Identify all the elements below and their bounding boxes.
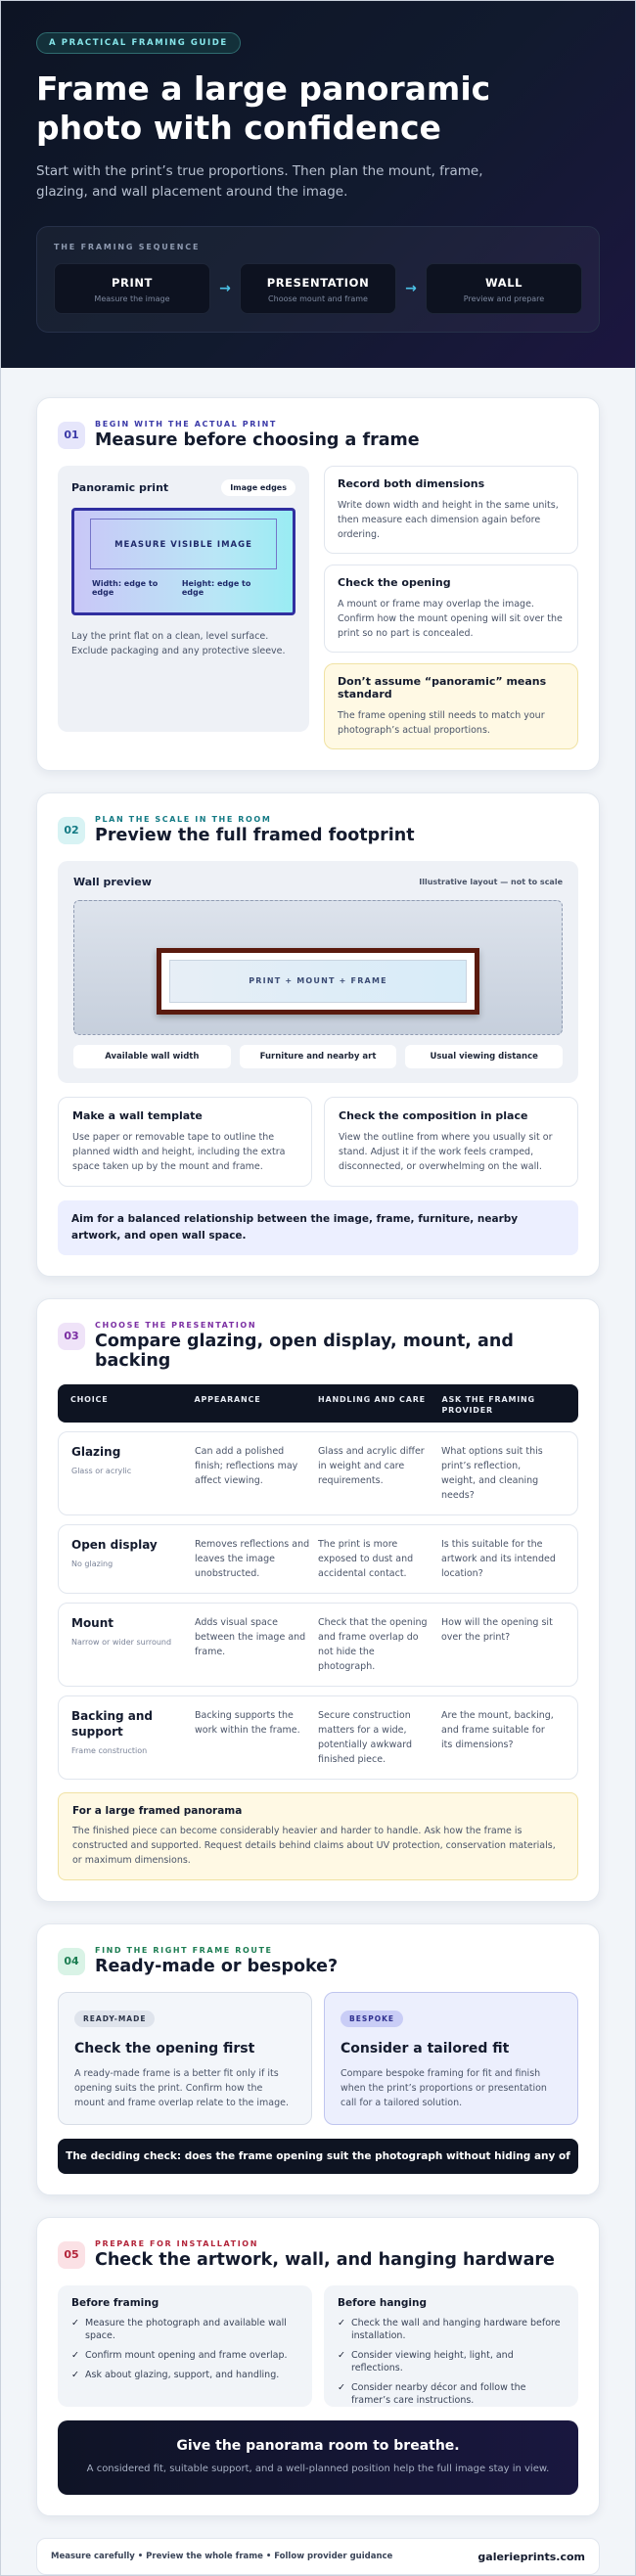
step-sub: Preview and prepare xyxy=(463,294,545,303)
wall-note: Illustrative layout — not to scale xyxy=(419,878,563,886)
column-header: ASK THE FRAMING PROVIDER xyxy=(441,1395,535,1415)
hero xyxy=(1,1,635,368)
list-item xyxy=(338,2317,565,2342)
arrow-right-icon: → xyxy=(219,281,231,296)
check-icon: ✓ xyxy=(71,2318,79,2328)
route-text: A ready-made frame is a better fit only if its opening suits the print. Confirm how the mount and frame overlap relate to the image. xyxy=(74,2068,290,2108)
tip-title: Make a wall template xyxy=(72,1109,203,1122)
step-sub: Choose mount and frame xyxy=(268,294,368,303)
width-label: Width: edge to edge xyxy=(92,579,159,597)
list-item-text: Consider viewing height, light, and reflections. xyxy=(351,2350,514,2373)
care-cell: Check that the opening and frame overlap do not hide the photograph. xyxy=(318,1617,428,1672)
chip-viewing-distance: Usual viewing distance xyxy=(405,1045,563,1068)
section-kicker: PREPARE FOR INSTALLATION xyxy=(95,2239,258,2248)
route-tag: BESPOKE xyxy=(341,2011,403,2027)
tip-composition xyxy=(324,1097,578,1187)
tip-title: Record both dimensions xyxy=(338,477,485,490)
check-icon: ✓ xyxy=(338,2350,345,2361)
choice-name: Open display xyxy=(71,1538,158,1552)
section-number: 02 xyxy=(58,817,85,844)
care-cell: The print is more exposed to dust and accidental contact. xyxy=(318,1539,414,1579)
route-tag: READY-MADE xyxy=(74,2011,155,2027)
section-kicker: FIND THE RIGHT FRAME ROUTE xyxy=(95,1946,273,1955)
balance-callout: Aim for a balanced relationship between the image, frame, furniture, nearby artwork, and open wall space. xyxy=(58,1200,578,1255)
section-route xyxy=(36,1923,600,2195)
image-edges-pill: Image edges xyxy=(221,479,295,496)
ask-cell: How will the opening sit over the print? xyxy=(441,1617,553,1643)
step-name: PRINT xyxy=(111,276,154,290)
checklist-before-hanging xyxy=(324,2285,578,2407)
wall-diagram xyxy=(73,900,563,1035)
choice-sub: No glazing xyxy=(71,1559,114,1568)
table-header xyxy=(58,1384,578,1423)
appearance-cell: Removes reflections and leaves the image unobstructed. xyxy=(195,1539,310,1579)
list-item xyxy=(71,2317,298,2342)
footer-summary: Measure carefully • Preview the whole frame • Follow provider guidance xyxy=(51,2552,393,2561)
list-item-text: Ask about glazing, support, and handling. xyxy=(85,2370,280,2380)
wall-title: Wall preview xyxy=(73,876,152,888)
choice-name: Glazing xyxy=(71,1445,121,1459)
banner-text: A considered fit, suitable support, and a well-planned position help the full image stay in view. xyxy=(86,2463,550,2474)
table-row xyxy=(58,1431,578,1515)
list-item xyxy=(338,2381,565,2407)
appearance-cell: Adds visual space between the image and frame. xyxy=(195,1617,306,1657)
note-title: For a large framed panorama xyxy=(72,1805,243,1817)
step-name: WALL xyxy=(484,276,523,290)
route-title: Check the opening first xyxy=(74,2041,255,2056)
route-title: Consider a tailored fit xyxy=(341,2041,510,2056)
checklist-title: Before framing xyxy=(71,2297,159,2309)
choice-sub: Narrow or wider surround xyxy=(71,1638,172,1647)
tip-check-opening xyxy=(324,565,578,653)
choice-sub: Frame construction xyxy=(71,1746,148,1755)
sequence-step-print xyxy=(54,263,210,314)
sequence-title: THE FRAMING SEQUENCE xyxy=(54,243,201,251)
table-row xyxy=(58,1695,578,1780)
choice-name: Backing and support xyxy=(71,1709,153,1739)
ask-cell: Is this suitable for the artwork and its intended location? xyxy=(441,1539,556,1579)
section-preview xyxy=(36,792,600,1277)
checklist-before-framing xyxy=(58,2285,312,2407)
section-number: 04 xyxy=(58,1948,85,1975)
list-item-text: Measure the photograph and available wall space. xyxy=(85,2318,287,2341)
route-text: Compare bespoke framing for fit and finish when the print’s proportions or presentation call for a tailored solution. xyxy=(341,2068,547,2108)
measure-label: MEASURE VISIBLE IMAGE xyxy=(90,519,277,569)
care-cell: Secure construction matters for a wide, potentially awkward finished piece. xyxy=(318,1710,412,1765)
closing-banner xyxy=(58,2420,578,2495)
large-panorama-note xyxy=(58,1792,578,1880)
list-item-text: Check the wall and hanging hardware before installation. xyxy=(351,2318,561,2341)
list-item-text: Consider nearby décor and follow the framer’s care instructions. xyxy=(351,2382,526,2406)
tip-text: Write down width and height in the same units, then measure each dimension again before ordering. xyxy=(338,500,559,540)
page-title: Frame a large panoramic photo with confidence xyxy=(36,69,491,147)
deciding-check: The deciding check: does the frame opening suit the photograph without hiding any of it? xyxy=(58,2139,578,2174)
ask-cell: What options suit this print’s reflection, weight, and cleaning needs? xyxy=(441,1446,543,1501)
section-measure xyxy=(36,397,600,771)
appearance-cell: Backing supports the work within the frame. xyxy=(195,1710,300,1736)
check-icon: ✓ xyxy=(71,2350,79,2361)
chip-furniture: Furniture and nearby art xyxy=(240,1045,397,1068)
tip-panoramic-warning xyxy=(324,663,578,749)
section-title: Preview the full framed footprint xyxy=(95,826,415,845)
sequence-step-presentation xyxy=(240,263,396,314)
section-number: 03 xyxy=(58,1323,85,1350)
section-title: Measure before choosing a frame xyxy=(95,430,420,450)
checklist-title: Before hanging xyxy=(338,2297,428,2309)
footer xyxy=(36,2538,600,2575)
section-number: 01 xyxy=(58,422,85,449)
list-item-text: Confirm mount opening and frame overlap. xyxy=(85,2350,288,2361)
appearance-cell: Can add a polished finish; reflections may affect viewing. xyxy=(195,1446,298,1486)
note-text: The finished piece can become considerably heavier and harder to handle. Ask how the frame is constructed and supported. Request details behind claims about UV protection, conservation materials, or maximum dimensions. xyxy=(72,1826,556,1866)
column-header: CHOICE xyxy=(70,1395,109,1404)
hero-eyebrow: A PRACTICAL FRAMING GUIDE xyxy=(36,32,241,54)
list-item xyxy=(71,2369,298,2381)
section-kicker: PLAN THE SCALE IN THE ROOM xyxy=(95,815,272,824)
tip-title: Check the composition in place xyxy=(339,1109,528,1122)
section-compare xyxy=(36,1298,600,1902)
column-header: APPEARANCE xyxy=(194,1395,261,1404)
choice-sub: Glass or acrylic xyxy=(71,1467,132,1475)
tip-text: The frame opening still needs to match your photograph’s actual proportions. xyxy=(338,710,545,736)
sequence-step-wall xyxy=(426,263,582,314)
print-measure-diagram xyxy=(71,508,295,615)
chip-wall-width: Available wall width xyxy=(73,1045,231,1068)
framed-print xyxy=(157,948,479,1015)
route-bespoke xyxy=(324,1992,578,2125)
check-icon: ✓ xyxy=(71,2370,79,2380)
tip-wall-template xyxy=(58,1097,312,1187)
section-title: Compare glazing, open display, mount, and backing xyxy=(95,1332,514,1371)
panel-title: Panoramic print xyxy=(71,481,169,494)
banner-title: Give the panorama room to breathe. xyxy=(176,2438,460,2454)
tip-text: A mount or frame may overlap the image. Confirm how the mount opening will sit over the print so no part is concealed. xyxy=(338,599,563,639)
route-ready-made xyxy=(58,1992,312,2125)
list-item xyxy=(71,2349,298,2362)
arrow-right-icon: → xyxy=(405,281,417,296)
check-icon: ✓ xyxy=(338,2382,345,2393)
height-label: Height: edge to edge xyxy=(181,579,251,597)
section-title: Check the artwork, wall, and hanging hardware xyxy=(95,2250,555,2270)
ask-cell: Are the mount, backing, and frame suitable for its dimensions? xyxy=(441,1710,554,1750)
panoramic-print-panel xyxy=(58,466,309,732)
site-link[interactable]: galerieprints.com xyxy=(477,2550,585,2563)
section-kicker: CHOOSE THE PRESENTATION xyxy=(95,1321,257,1330)
section-kicker: BEGIN WITH THE ACTUAL PRINT xyxy=(95,420,277,429)
frame-label: PRINT + MOUNT + FRAME xyxy=(169,960,467,1003)
framing-sequence xyxy=(36,226,600,333)
step-sub: Measure the image xyxy=(94,294,170,303)
tip-text: Use paper or removable tape to outline the planned width and height, including the extra space taken up by the mount and frame. xyxy=(72,1132,286,1172)
section-title: Ready-made or bespoke? xyxy=(95,1957,339,1976)
tip-record-dimensions xyxy=(324,466,578,554)
tip-text: View the outline from where you usually sit or stand. Adjust it if the work feels cramped, disconnected, or overwhelming on the wall. xyxy=(339,1132,553,1172)
column-header: HANDLING AND CARE xyxy=(318,1395,426,1404)
wall-preview-panel xyxy=(58,861,578,1083)
hero-lead: Start with the print’s true proportions. Then plan the mount, frame, glazing, and wall placement around the image. xyxy=(36,163,483,200)
section-install xyxy=(36,2217,600,2516)
panel-caption: Lay the print flat on a clean, level surface. Exclude packaging and any protective sleeve. xyxy=(71,631,286,656)
table-row xyxy=(58,1603,578,1687)
care-cell: Glass and acrylic differ in weight and care requirements. xyxy=(318,1446,425,1486)
choice-name: Mount xyxy=(71,1616,114,1630)
tip-title: Don’t assume “panoramic” means standard xyxy=(338,675,547,700)
step-name: PRESENTATION xyxy=(266,276,370,290)
tip-title: Check the opening xyxy=(338,576,451,589)
table-row xyxy=(58,1524,578,1594)
list-item xyxy=(338,2349,565,2374)
section-number: 05 xyxy=(58,2241,85,2269)
check-icon: ✓ xyxy=(338,2318,345,2328)
